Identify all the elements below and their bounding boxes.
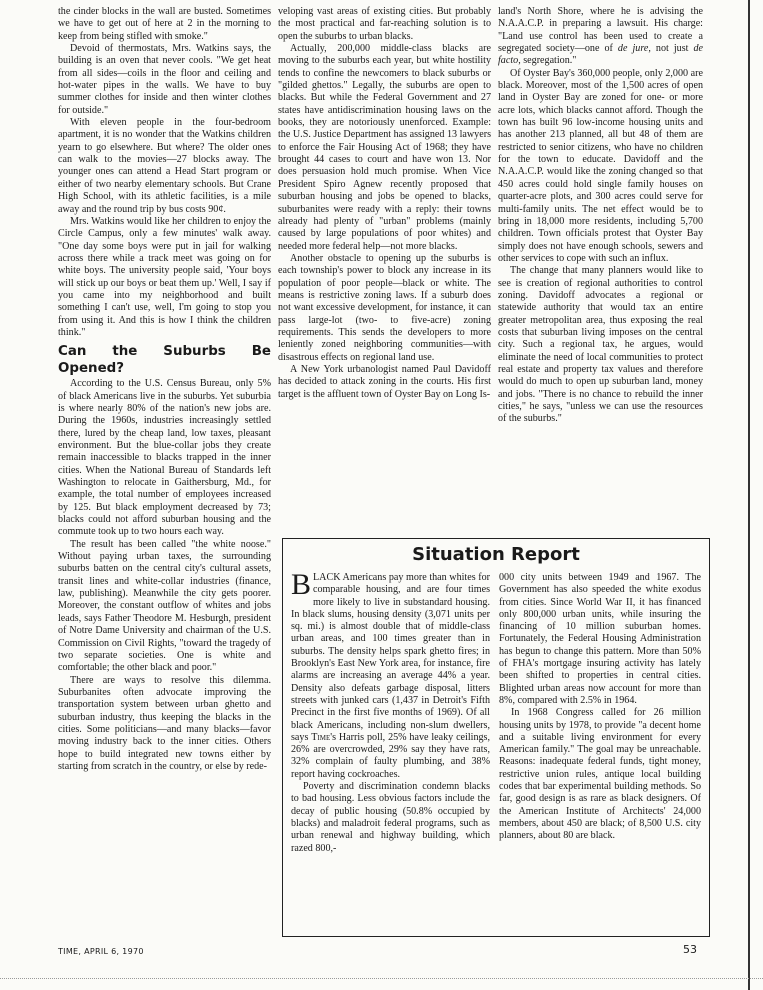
paragraph — [291, 568, 490, 781]
paragraph: the cinder blocks in the wall are busted. Sometimes we have to get out of here at 2 in the morning to keep from being stifled with smoke." — [58, 6, 271, 42]
issue-footer: TIME, APRIL 6, 1970 — [58, 947, 144, 956]
paragraph: veloping vast areas of existing cities. But probably the most practical and far-reaching solution is to open the suburbs to urban blacks. — [278, 6, 491, 42]
article-column-1 — [58, 6, 271, 773]
paragraph: Devoid of thermostats, Mrs. Watkins says, the building is an oven that never cools. "We get heat from all sides—coils in the floor and ceiling and hot-water pipes in the walls. We have to buy summer clothes for inside and then winter clothes for outside." — [58, 43, 271, 116]
text-run: Americans pay more than whites for comparable housing, and are four times more likely to live in substandard housing. In black slums, housing density (3,071 units per sq. mi.) is almost double that of middle-class urban areas, and 100 times greater than in suburbs. The density helps spark ghetto fires; in Brooklyn's East New York area, for instance, fire alarms are increasing an average 44% a year. Density also defeats garbage disposal, litters streets with junked cars (1,437 in Detroit's Fifth Precinct in the first five months of 1969). Of all black Americans, including non-slum dwellers, says — [291, 572, 490, 743]
article-column-2 — [278, 6, 491, 401]
text-run: , segregation." — [518, 55, 577, 67]
paragraph: Poverty and discrimination condemn blacks to bad housing. Less obvious factors include the decay of public housing (50.8% occupied by blacks) and maladroit federal programs, such as urban renewal and highway building, which razed 800,- — [291, 781, 490, 854]
paragraph: Actually, 200,000 middle-class blacks are moving to the suburbs each year, but white hostility tends to confine the newcomers to black suburbs or "gilded ghettos." Legally, the suburbs are open to blacks. But while the Federal Government and 27 states have antidiscrimination housing laws on the books, they are notoriously unenforced. Example: the U.S. Justice Department has assigned 13 lawyers to enforce the Fair Housing Act of 1968; they have brought 44 cases to court and have won 13. Nor does persuasion hold much promise. When Vice President Spiro Agnew recently proposed that suburban housing and jobs be opened to blacks, suburbanites were ready with a reply: their towns already had plenty of "urban" problems (mainly caused by large populations of poor whites) and needed more federal help—not more blacks. — [278, 43, 491, 252]
situation-report-box — [282, 538, 710, 937]
section-subhead: Can the Suburbs Be Opened? — [58, 344, 271, 377]
paragraph: Of Oyster Bay's 360,000 people, only 2,000 are black. Moreover, most of the 1,500 acres of open land in Oyster Bay are zoned for one- or more acre lots, which blacks cannot afford. Though the town has built 96 low-income housing units and has another 213 planned, all but 48 of them are restricted to senior citizens, who have no children for the town to educate. Davidoff and the N.A.A.C.P. would like the zoning changed so that 450 acres could hold single family houses on quarter-acre plots, and 300 acres could serve for multi-family units. The net effect would be to bring in 18,000 more residents, including 5,700 children. Town officials protest that Oyster Bay simply does not have enough schools, sewers and other services to cope with such an influx. — [498, 67, 703, 264]
paragraph: There are ways to resolve this dilemma. Suburbanites often advocate improving the transportation system between urban ghetto and suburban industry, thus keeping the blacks in the cities. Some politicians—and many blacks—favor moving industry back to the inner cities. Others hope to build integrated new towns either by starting from scratch in the country, or else by rede- — [58, 674, 271, 772]
paragraph: According to the U.S. Census Bureau, only 5% of black Americans live in the suburbs. Yet suburbia is where nearly 80% of the nation's new jobs are. During the 1960s, industries increasingly settled there, lured by the cheap land, low taxes, pleasant environment. But the blue-collar jobs they create remain inaccessible to blacks trapped in the inner cities. When the National Bureau of Standards left Washington to relocate in Gaithersburg, Md., for example, the total number of employees increased by 125. But black employment decreased by 73; blacks could not afford suburban housing and the commute took up to two hours each way. — [58, 378, 271, 538]
bottom-dotted-rule — [0, 978, 763, 979]
text-run: , not just — [648, 43, 694, 55]
magazine-name: Time — [311, 731, 331, 743]
paragraph: With eleven people in the four-bedroom apartment, it is no wonder that the Watkins children yearn to go elsewhere. But where? The older ones can walk to the movies—27 blocks away. The younger ones can attend a Head Start program or either of two nearby elementary schools. But Crane High School, with its athletic facilities, is a mile away and the round trip by bus costs 90¢. — [58, 117, 271, 215]
drop-cap: B — [291, 568, 312, 601]
paragraph: In 1968 Congress called for 26 million housing units by 1978, to provide "a decent home and a suitable living environment for every American family." The goal may be unreachable. Reasons: inadequate federal funds, tight money, restrictive union rules, antique local building codes that bar experimental building methods. So far, good design is as rare as black designers. Of the American Institute of Architects' 24,000 members, about 450 are black; of 8,500 U.S. city planners, about 80 are black. — [499, 707, 701, 842]
paragraph: The result has been called "the white noose." Without paying urban taxes, the surrounding suburbs batten on the central city's cultural assets, transit lines and white-collar industries (finance, law, publishing). Meanwhile the city gets poorer. Moreover, the constant outflow of whites and jobs leads, says Father Theodore M. Hesburgh, president of Notre Dame University and chairman of the U.S. Commission on Civil Rights, "toward the tragedy of two separate societies. One is white and comfortable; the other black and poor." — [58, 538, 271, 674]
paragraph — [498, 6, 703, 68]
paragraph: The change that many planners would like to see is creation of regional authorities to control zoning. Davidoff advocates a regional or statewide authority that would tax an entire greater metropolitan area, thus exposing the real costs that suburban living imposes on the central city. Such a regional tax, he argues, would eliminate the need of local communities to protect real estate and property tax values and therefore would do much to open up suburban land, money and jobs. "There is no chance to rebuild the inner cities," he says, "unless we can use the resources of the suburbs." — [498, 265, 703, 425]
situation-report-column-2 — [499, 572, 701, 843]
text-run: LACK — [313, 572, 341, 583]
article-column-3 — [498, 6, 703, 426]
text-run: 's Harris poll, 25% have leaky ceilings, 26% are overcrowded, 29% say they have rats, 32% complain of faulty plumbing, and 38% report having cockroaches. — [291, 731, 490, 780]
italic-text: de facto — [498, 43, 704, 67]
paragraph: 000 city units between 1949 and 1967. The Government has also speeded the white exodus from cities. Since World War II, it has financed only 800,000 urban units, while insuring the financing of 10 million suburban homes. Fortunately, the Federal Housing Administration has begun to change this pattern. More than 50% of FHA's mortgage insuring activity has lately been shifted to properties in central cities. Blighted urban areas now account for more than 8%, compared with 2.5% in 1964. — [499, 572, 701, 706]
paragraph: Another obstacle to opening up the suburbs is each township's power to block any increase in its population of poor people—black or white. The means is restrictive zoning laws. If a suburb does not want excessive development, for instance, it can pass large-lot (two- to five-acre) zoning requirements. This sends the developers to more leniently zoned neighboring communities—with disastrous effects on regional land use. — [278, 252, 491, 363]
text-run: land's North Shore, where he is advising the N.A.A.C.P. in preparing a lawsuit. His charge: "Land use control has been used to create a segregated society—one of — [498, 6, 703, 55]
page-number: 53 — [683, 943, 697, 956]
paragraph: Mrs. Watkins would like her children to enjoy the Circle Campus, only a few minutes' walk away. "One day some boys were put in jail for walking across there while a track meet was going on for white boys. The university people said, 'Your boys will stick up our boys or beat them up.' Well, I say if you came into my neighborhood and built something I can't use, well, I'm going to stop you from using it. And this is how I think the children think." — [58, 215, 271, 338]
paragraph: A New York urbanologist named Paul Davidoff has decided to attack zoning in the courts. His first target is the affluent town of Oyster Bay on Long Is- — [278, 363, 491, 400]
situation-report-column-1 — [291, 568, 490, 855]
page-edge-divider — [748, 0, 750, 990]
italic-text: de jure — [617, 43, 649, 55]
situation-report-title: Situation Report — [412, 544, 580, 565]
